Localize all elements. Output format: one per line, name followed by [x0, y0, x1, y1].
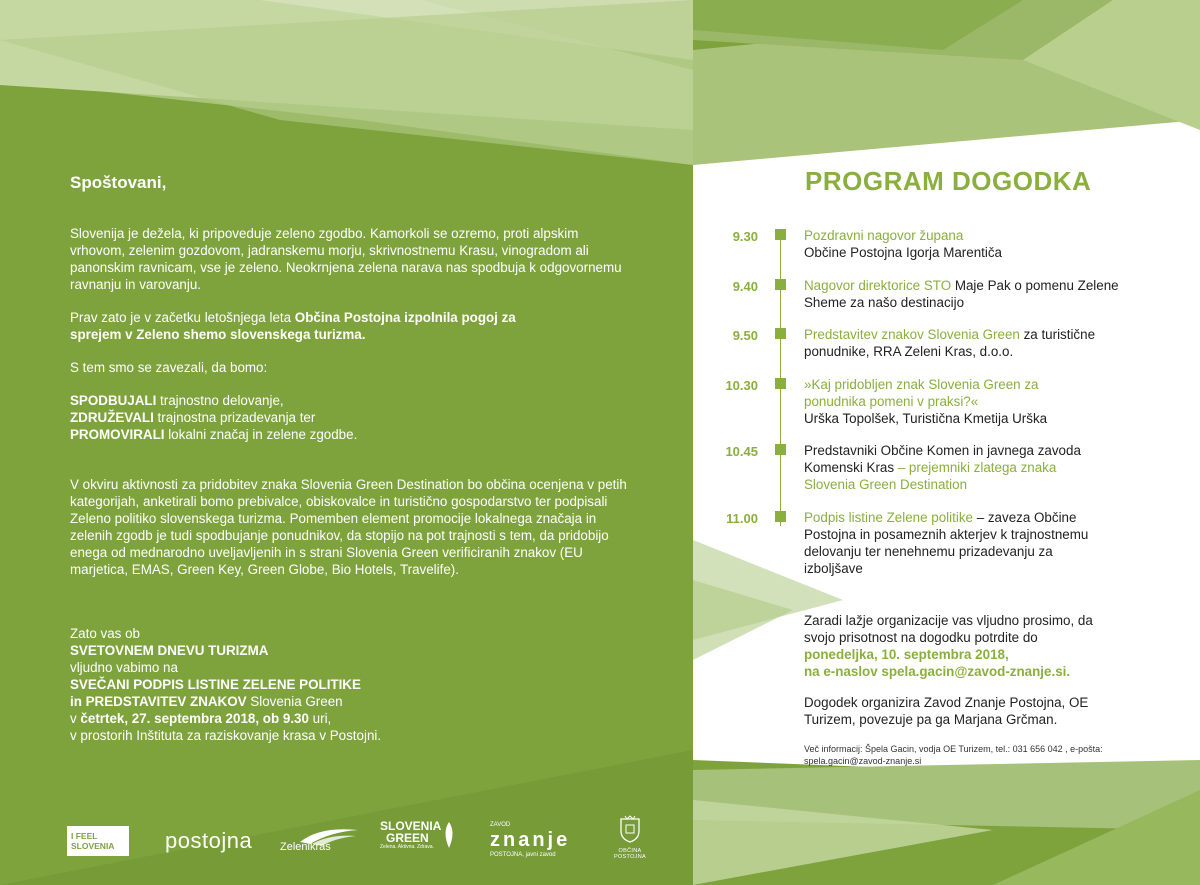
greeting: Spoštovani, [70, 173, 167, 192]
paragraph-commitment: S tem smo se zavezali, da bomo: [70, 360, 268, 375]
pledge-item: SPODBUJALI trajnostno delovanje, [70, 393, 284, 408]
postojna-logo: postojna [165, 828, 253, 853]
pledge-list [70, 392, 630, 443]
zeleni-kras-logo: Zelenikras [280, 826, 360, 856]
timeline-marker [775, 511, 786, 522]
slovenia-green-logo: SLOVENIA GREEN Zelena. Aktivna. Zdrava. [380, 820, 458, 856]
leaf-icon [442, 822, 456, 848]
timeline-marker [775, 229, 786, 240]
timeline-marker [775, 279, 786, 290]
organizer-note: Dogodek organizira Zavod Znanje Postojna, OE Turizem, povezuje pa ga Marjana Grčman. [804, 695, 1089, 727]
contact-info: Več informacij: Špela Gacin, vodja OE Turizem, tel.: 031 656 042 , e-pošta: spela.gacin@zavod-znanje.si [804, 744, 1103, 766]
email-link[interactable]: spela.gacin@zavod-znanje.si. [881, 664, 1071, 679]
timeline-marker [775, 444, 786, 455]
program-title: PROGRAM DOGODKA [805, 166, 1092, 196]
i-feel-slovenia-logo: I FEEL SLOVENIA [67, 826, 129, 856]
right-panel: PROGRAM DOGODKA 9.30 Pozdravni nagovor župana Občine Postojna Igorja Marentiča 9.40 Nagovor direktorice STO Maje Pak o pomenu Zelene Sheme za našo destinacijo 9.50 Predstavitev znakov Slovenia Green za turistične ponudnike, RRA Zeleni Kras, d.o.o. 10.30 »Kaj pridobljen znak Slovenia Green za ponudnika pomeni v praksi?« Urška Topolšek, Turistična Kmetija Urška 10.45 Predstavniki Občine Komen in javnega zavoda Komenski Kras – prejemniki zlatega znaka Slovenia Green Destination 11.00 Podpis listine Zelene politike – zaveza Občine Postojna in posameznih akterjev k trajnostnemu delovanju ter nenehnemu prizadevanju za izboljšave Zaradi lažje organizacije vas vljudno prosimo, da svojo prisotnost na dogodku potrdite do ponedeljka, 10. septembra 2018, na e-naslov spela.gacin@zavod-znanje.si. Dogodek organizira Zavod Znanje Postojna, OE Turizem, povezuje pa ga Marjana Grčman. Več informacij: Špela Gacin, vodja OE Turizem, tel.: 031 656 042 , e-pošta: spela.gacin@zavod-znanje.si [693, 0, 1200, 885]
obcina-postojna-logo: OBČINA POSTOJNA [604, 815, 656, 860]
pledge-item: ZDRUŽEVALI trajnostna prizadevanja ter [70, 410, 316, 425]
rsvp-block: Zaradi lažje organizacije vas vljudno prosimo, da svojo prisotnost na dogodku potrdite do ponedeljka, 10. septembra 2018, na e-naslov spela.gacin@zavod-znanje.si. [804, 613, 1093, 679]
invitation-block: Zato vas ob SVETOVNEM DNEVU TURIZMA vljudno vabimo na SVEČANI PODPIS LISTINE ZELENE POLITIKE in PREDSTAVITEV ZNAKOV Slovenia Green v četrtek, 27. septembra 2018, ob 9.30 uri, v prostorih Inštituta za raziskovanje krasa v Postojni. [70, 626, 382, 743]
zavod-znanje-logo: ZAVOD znanje POSTOJNA, javni zavod [490, 822, 571, 858]
timeline-marker [775, 378, 786, 389]
paragraph-scheme: Prav zato je v začetku letošnjega leta Občina Postojna izpolnila pogoj za sprejem v Zeleno shemo slovenskega turizma. [70, 310, 516, 342]
timeline-marker [775, 328, 786, 339]
pledge-item: PROMOVIRALI lokalni značaj in zelene zgodbe. [70, 427, 358, 442]
paragraph-activities: V okviru aktivnosti za pridobitev znaka Slovenia Green Destination bo občina ocenjena v petih kategorijah, anketirali bomo prebivalce, obiskovalce in turistično gospodarstvo ter podpisali Zeleno politiko slovenskega turizma. Pomemben element promocije lokalnega značaja in zelenih zgodb je tudi spodbujanje ponudnikov, da stopijo na pot trajnosti s tem, da pridobijo enega od mednarodno uveljavljenih in s strani Slovenia Green verificiranih znakov (EU marjetica, EMAS, Green Key, Green Globe, Bio Hotels, Travelife). [70, 477, 627, 577]
coat-of-arms-icon [619, 815, 641, 843]
intro-paragraph: Slovenija je dežela, ki pripoveduje zeleno zgodbo. Kamorkoli se ozremo, proti alpskim vrhovom, zelenim gozdovom, jadranskemu morju, skrivnostnemu Krasu, vinogradom ali panonskim ravnicam, vse je zeleno. Neokrnjena zelena narava nas spodbuja k odgovornemu ravnanju in varovanju. [70, 226, 622, 292]
